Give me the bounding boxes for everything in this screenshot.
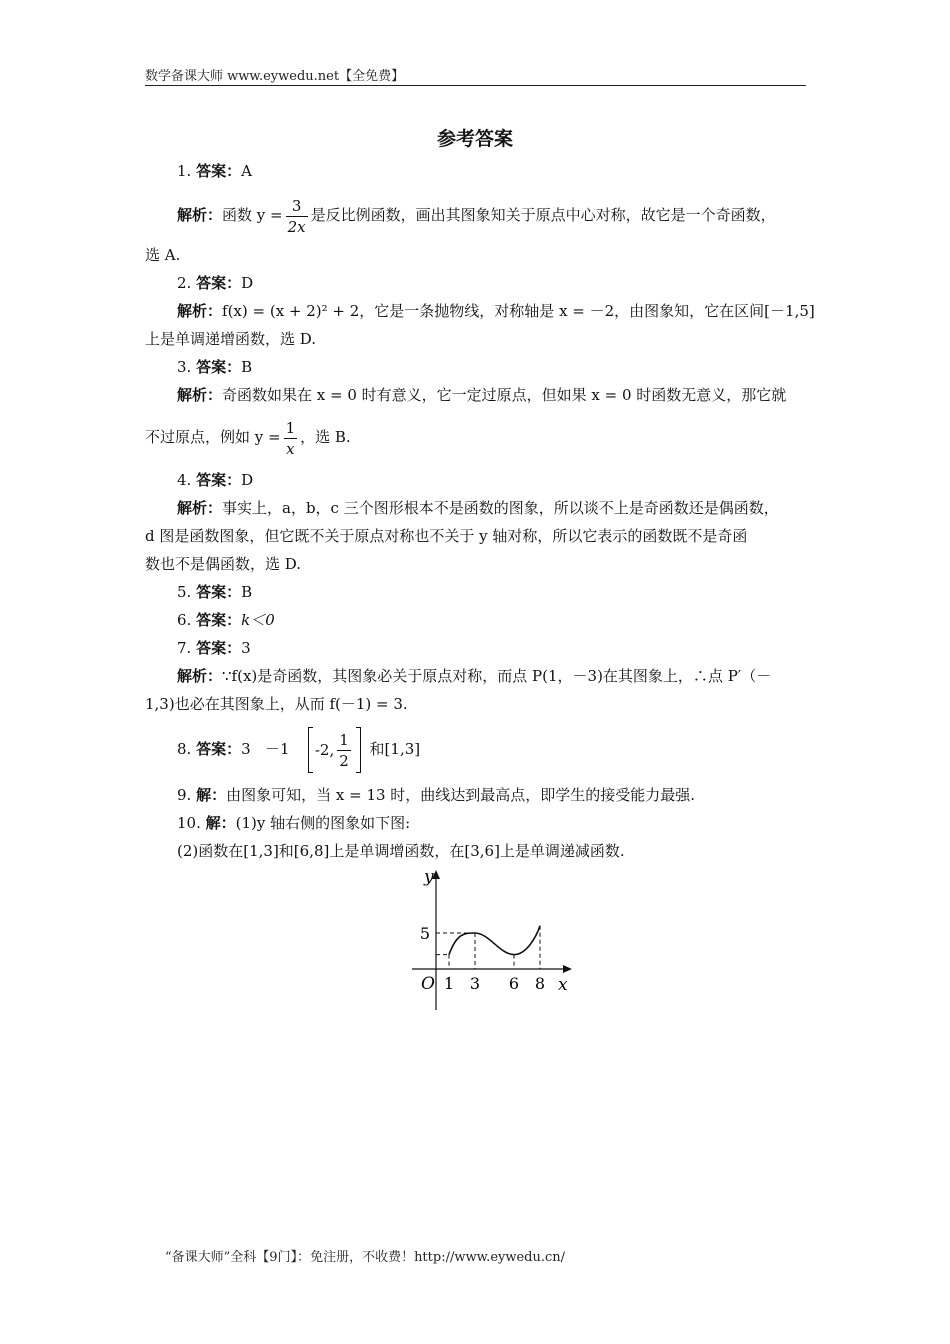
analysis-4: 解析：事实上，a，b，c 三个图形根本不是函数的图象，所以谈不上是奇函数还是偶函数， [177, 499, 779, 517]
fraction: $\frac{1}{x}$ [285, 418, 296, 458]
x-axis-label: x [558, 975, 568, 995]
page-header: 数学备课大师 www.eywedu.net【全免费】 [145, 65, 806, 86]
x-axis-arrow [563, 965, 572, 973]
answer-8: 8. 答案：3 －1 -2, $\frac{1}{2}$ 和[1,3] [177, 725, 847, 774]
fraction: $\frac{3}{2x}$ [287, 196, 306, 236]
answer-6: 6. 答案：k＜0 [177, 611, 275, 629]
answer-9: 9. 解：由图象可知，当 x = 13 时，曲线达到最高点，即学生的接受能力最强. [177, 786, 696, 804]
answer-4: 4. 答案：D [177, 471, 254, 489]
answer-2: 2. 答案：D [177, 274, 254, 292]
interval-bracket: -2, $\frac{1}{2}$ [308, 726, 361, 774]
answer-3: 3. 答案：B [177, 358, 253, 376]
function-graph [400, 864, 590, 1016]
analysis-2: 解析：f(x) = (x + 2)² + 2，它是一条抛物线，对称轴是 x = －2，由图象知，它在区间[－1,5] [177, 302, 815, 320]
analysis-3-cont: 不过原点，例如 y = $\frac{1}{x}$ ，选 B. [145, 418, 351, 458]
y-tick-label: 5 [419, 924, 431, 943]
analysis-1: 解析：函数 y = $\frac{3}{2x}$ 是反比例函数，画出其图象知关于原点中心对称，故它是一个奇函数， [177, 196, 776, 236]
x-tick-label: 6 [508, 974, 520, 993]
y-axis-label: y [424, 867, 434, 887]
x-tick-label: 1 [443, 974, 455, 993]
analysis-7: 解析：∵f(x)是奇函数，其图象必关于原点对称，而点 P(1，－3)在其图象上，∴点 P′（－ [177, 667, 772, 685]
answer-7: 7. 答案：3 [177, 639, 251, 657]
analysis-7-cont: 1,3)也必在其图象上，从而 f(－1) = 3. [145, 695, 408, 713]
answer-5: 5. 答案：B [177, 583, 253, 601]
answer-1: 1. 答案：A [177, 162, 252, 180]
page-footer: “备课大师”全科【9门】：免注册，不收费！http://www.eywedu.cn/ [165, 1250, 566, 1265]
page-title: 参考答案 [436, 128, 513, 150]
analysis-3: 解析：奇函数如果在 x = 0 时有意义，它一定过原点，但如果 x = 0 时函数无意义，那它就 [177, 386, 787, 404]
answer-10: 10. 解：(1)y 轴右侧的图象如下图: [177, 814, 411, 832]
answer-10-part2: (2)函数在[1,3]和[6,8]上是单调增函数，在[3,6]上是单调递减函数. [177, 842, 625, 860]
analysis-1-cont: 选 A. [145, 246, 181, 264]
function-curve [449, 926, 540, 955]
analysis-4-cont2: 数也不是偶函数，选 D. [145, 555, 302, 573]
origin-label: O [421, 974, 435, 994]
x-tick-label: 3 [469, 974, 481, 993]
analysis-4-cont1: d 图是函数图象，但它既不关于原点对称也不关于 y 轴对称，所以它表示的函数既不是奇函 [145, 527, 748, 545]
analysis-2-cont: 上是单调递增函数，选 D. [145, 330, 317, 348]
x-tick-label: 8 [534, 974, 546, 993]
